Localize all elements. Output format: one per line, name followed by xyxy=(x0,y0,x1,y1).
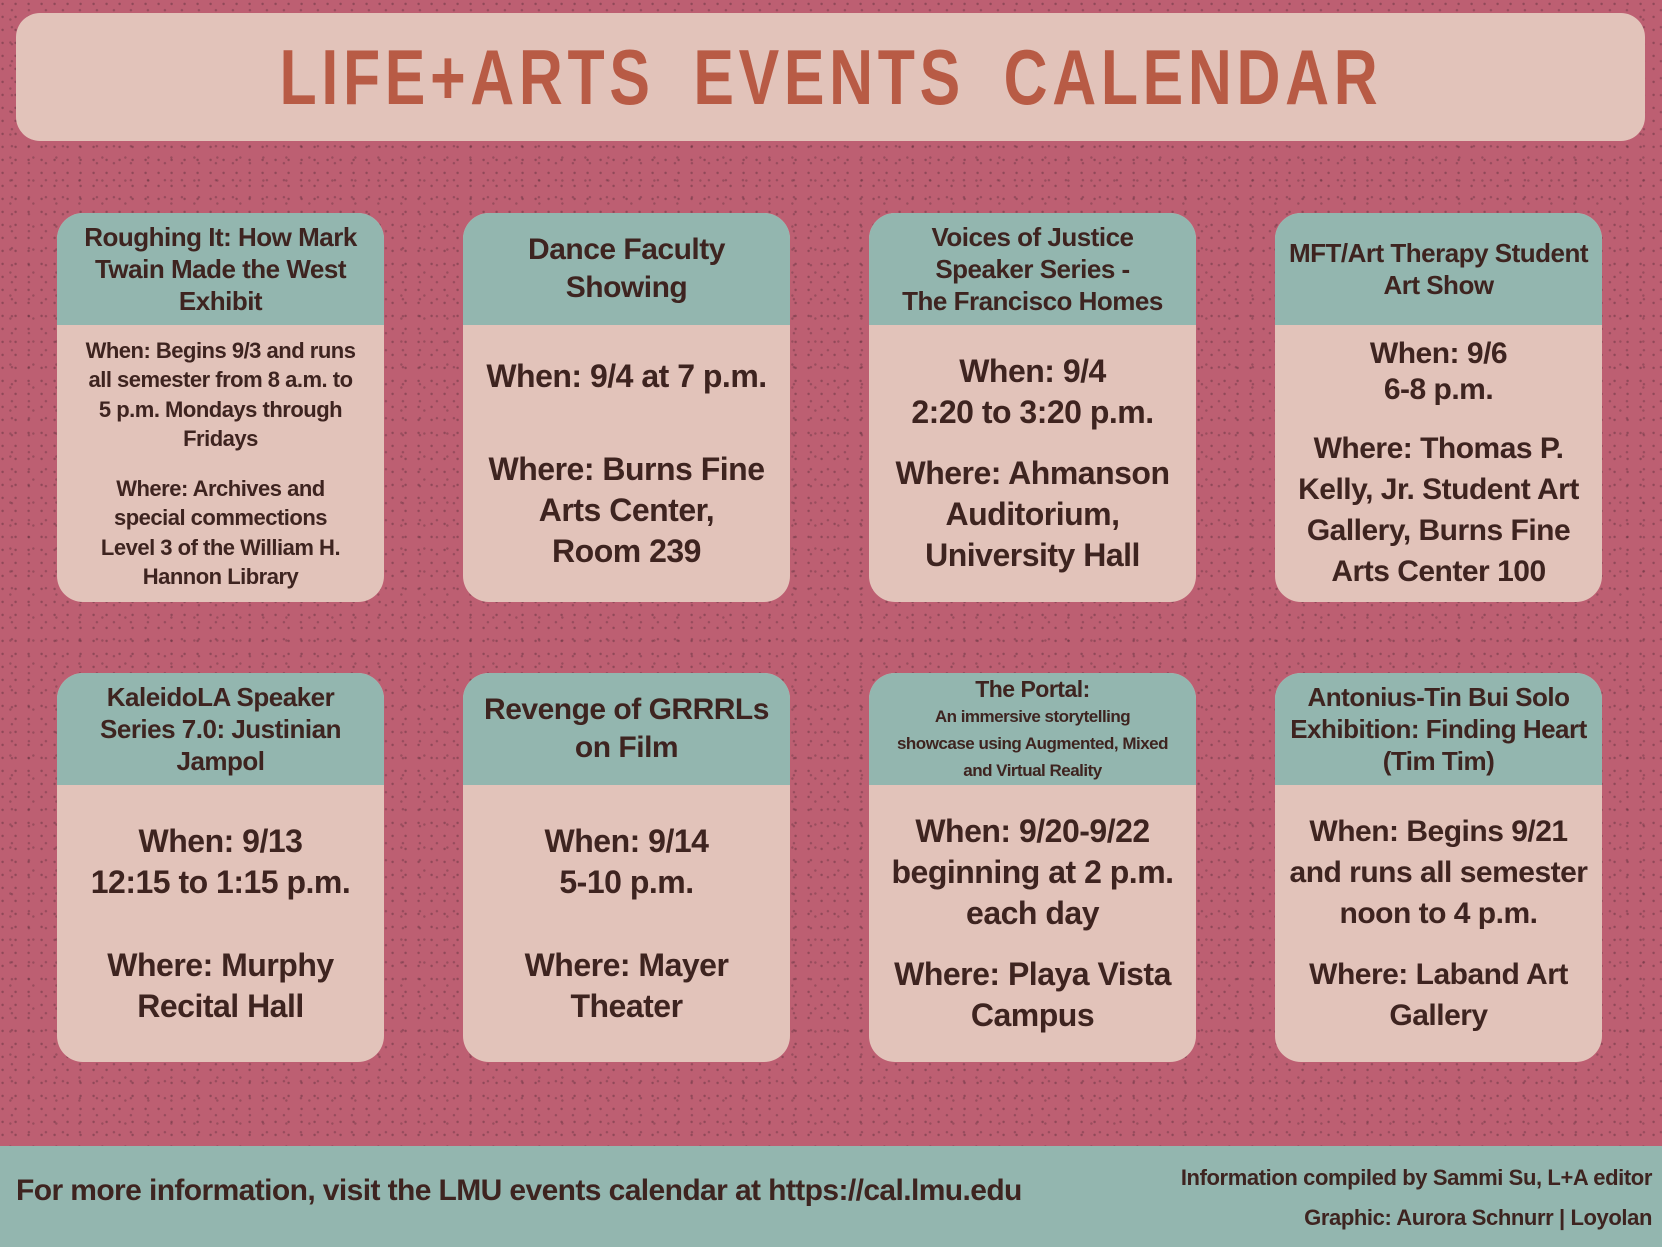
event-card-antonius-tin-bui xyxy=(1275,673,1602,1062)
event-title-line: Dance Faculty xyxy=(528,233,725,266)
when-line: 5 p.m. Mondays through xyxy=(98,396,343,422)
event-title xyxy=(1275,213,1602,325)
event-title-line: (Tim Tim) xyxy=(1382,746,1495,776)
event-where xyxy=(101,474,340,592)
event-title xyxy=(463,673,790,785)
event-title xyxy=(463,213,790,325)
event-card-kaleidola xyxy=(57,673,384,1062)
when-line: When: 9/13 xyxy=(138,822,303,859)
credits xyxy=(1181,1158,1652,1238)
event-when xyxy=(891,811,1173,934)
event-title-line: Voices of Justice xyxy=(931,222,1134,252)
when-line: noon to 4 p.m. xyxy=(1339,897,1538,930)
event-details xyxy=(57,325,384,602)
where-line: Where: Archives and xyxy=(116,475,325,501)
event-where xyxy=(1309,954,1568,1036)
where-line: Kelly, Jr. Student Art xyxy=(1298,472,1579,506)
event-card-mft-art-therapy xyxy=(1275,213,1602,602)
event-where xyxy=(1298,428,1579,592)
event-when xyxy=(486,356,766,397)
where-line: Level 3 of the William H. xyxy=(100,534,341,560)
event-title-line: Series 7.0: Justinian xyxy=(100,714,341,744)
where-line: Theater xyxy=(570,987,683,1024)
event-subtitle-line: An immersive storytelling xyxy=(934,706,1131,726)
when-line: each day xyxy=(966,895,1099,931)
where-line: Recital Hall xyxy=(137,987,304,1024)
event-details xyxy=(463,325,790,602)
when-line: 5-10 p.m. xyxy=(559,863,694,900)
event-details xyxy=(869,325,1196,602)
event-title xyxy=(869,673,1196,785)
where-line: Room 239 xyxy=(552,532,701,569)
where-line: Where: Laband Art xyxy=(1309,958,1568,991)
when-line: all semester from 8 a.m. to xyxy=(88,367,353,392)
event-where xyxy=(894,954,1171,1036)
event-title-line: Art Show xyxy=(1383,270,1494,300)
event-title-line: Exhibition: Finding Heart xyxy=(1290,714,1587,744)
where-line: Where: Mayer xyxy=(524,946,729,983)
event-details xyxy=(1275,325,1602,602)
where-line: Arts Center 100 xyxy=(1331,554,1546,588)
when-line: beginning at 2 p.m. xyxy=(891,854,1174,890)
event-title-line: Exhibit xyxy=(178,286,263,316)
event-title-line: Speaker Series - xyxy=(935,254,1130,284)
event-title-line: The Portal: xyxy=(975,675,1090,702)
event-title-line: KaleidoLA Speaker xyxy=(106,682,335,712)
event-details xyxy=(57,785,384,1062)
title-banner xyxy=(16,13,1645,141)
event-subtitle-line: and Virtual Reality xyxy=(963,760,1102,780)
when-line: 6-8 p.m. xyxy=(1383,372,1494,406)
footer-bar xyxy=(0,1146,1662,1247)
event-details xyxy=(1275,785,1602,1062)
where-line: University Hall xyxy=(925,537,1140,573)
event-when xyxy=(911,351,1153,433)
when-line: When: 9/14 xyxy=(544,822,709,859)
event-card-dance-faculty xyxy=(463,213,790,602)
where-line: Arts Center, xyxy=(538,491,715,528)
event-details xyxy=(463,785,790,1062)
event-when xyxy=(545,821,709,903)
compiled-by-credit: Information compiled by Sammi Su, L+A editor xyxy=(1180,1165,1652,1190)
event-when xyxy=(91,821,351,903)
when-line: When: 9/6 xyxy=(1369,336,1508,370)
event-where xyxy=(489,449,765,572)
graphic-credit: Graphic: Aurora Schnurr | Loyolan xyxy=(1304,1205,1652,1230)
when-line: When: Begins 9/21 xyxy=(1309,815,1568,848)
event-title-line: Jampol xyxy=(176,746,265,776)
event-title-line: on Film xyxy=(574,731,679,764)
event-card-roughing-it xyxy=(57,213,384,602)
event-when xyxy=(1370,336,1507,408)
where-line: Auditorium, xyxy=(945,496,1120,532)
where-line: Where: Thomas P. xyxy=(1313,431,1564,465)
page-title: LIFE+ARTS EVENTS CALENDAR xyxy=(279,32,1382,121)
more-info-text: For more information, visit the LMU events calendar at https://cal.lmu.edu xyxy=(16,1174,1022,1207)
when-line: When: 9/20-9/22 xyxy=(915,813,1150,849)
where-line: Campus xyxy=(970,997,1095,1033)
event-where xyxy=(525,945,729,1027)
when-line: When: Begins 9/3 and runs xyxy=(85,337,356,363)
event-title-line: Showing xyxy=(565,271,688,304)
where-line: Gallery, Burns Fine xyxy=(1306,513,1571,547)
when-line: When: 9/4 xyxy=(959,353,1106,389)
event-details xyxy=(869,785,1196,1062)
when-line: Fridays xyxy=(183,426,258,451)
when-line: and runs all semester xyxy=(1289,856,1588,889)
event-when xyxy=(86,336,356,454)
where-line: Hannon Library xyxy=(142,564,299,589)
event-where xyxy=(896,453,1170,576)
event-title-line: Twain Made the West xyxy=(94,254,347,284)
event-card-revenge-of-grrrls xyxy=(463,673,790,1062)
event-title xyxy=(57,213,384,325)
when-line: When: 9/4 at 7 p.m. xyxy=(486,357,767,394)
event-title-line: The Francisco Homes xyxy=(902,286,1163,316)
where-line: Where: Ahmanson xyxy=(895,455,1170,491)
event-subtitle-line: showcase using Augmented, Mixed xyxy=(896,733,1169,753)
where-line: special commections xyxy=(113,505,328,530)
event-title-line: MFT/Art Therapy Student xyxy=(1288,238,1589,268)
event-title xyxy=(1275,673,1602,785)
where-line: Where: Burns Fine xyxy=(488,450,765,487)
event-where xyxy=(107,945,333,1027)
event-title xyxy=(869,213,1196,325)
event-title-line: Roughing It: How Mark xyxy=(84,222,357,252)
when-line: 12:15 to 1:15 p.m. xyxy=(90,863,351,900)
when-line: 2:20 to 3:20 p.m. xyxy=(911,394,1154,430)
event-title xyxy=(57,673,384,785)
where-line: Gallery xyxy=(1389,999,1488,1032)
event-when xyxy=(1290,811,1588,934)
event-card-the-portal xyxy=(869,673,1196,1062)
event-title-line: Revenge of GRRRLs xyxy=(484,693,769,726)
where-line: Where: Murphy xyxy=(107,946,334,983)
event-card-voices-of-justice xyxy=(869,213,1196,602)
where-line: Where: Playa Vista xyxy=(894,956,1171,992)
event-title-line: Antonius-Tin Bui Solo xyxy=(1307,682,1570,712)
